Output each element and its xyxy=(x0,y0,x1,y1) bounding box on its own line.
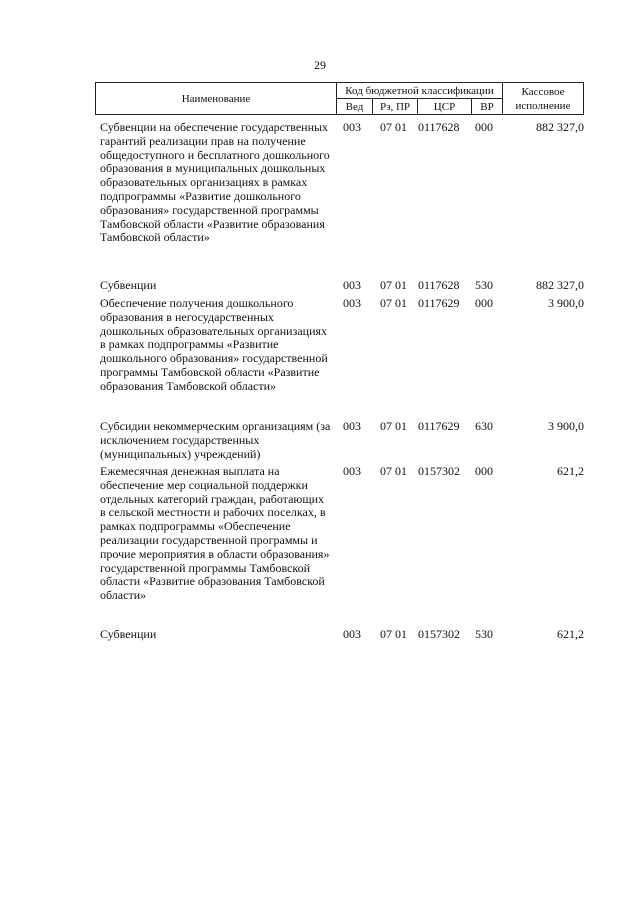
row-csr: 0117629 xyxy=(418,419,460,433)
header-code-group: Код бюджетной классификации xyxy=(337,83,503,99)
row-csr: 0117628 xyxy=(418,278,460,292)
row-vr: 630 xyxy=(475,419,493,433)
row-vr: 000 xyxy=(475,120,493,134)
row-csr: 0117628 xyxy=(418,120,460,134)
row-name: Субвенции xyxy=(100,627,157,641)
row-name: Ежемесячная денежная выплата на обеспечение мер социальной поддержки отдельных категорий граждан, работающих в сельской местности и рабочих поселках, в рамках подпрограммы «Обеспечение реализации государственной программы и прочие мероприятия в области образования» государственной программы Тамбовской области «Развитие образования Тамбовской области» xyxy=(100,464,330,603)
row-csr: 0157302 xyxy=(418,464,460,478)
table-row xyxy=(100,628,584,646)
table-row xyxy=(100,121,584,279)
row-name: Субвенции xyxy=(100,278,157,292)
header-rz-pr: Рз, ПР xyxy=(373,99,418,115)
row-sum: 882 327,0 xyxy=(536,120,584,134)
table-row xyxy=(100,420,584,465)
table-row xyxy=(100,297,584,420)
header-name: Наименование xyxy=(96,83,337,115)
row-rz-pr: 07 01 xyxy=(380,120,407,134)
table-row xyxy=(100,279,584,297)
table-row xyxy=(100,465,584,628)
row-vr: 530 xyxy=(475,627,493,641)
header-ved: Вед xyxy=(337,99,373,115)
row-vr: 000 xyxy=(475,464,493,478)
header-vr: ВР xyxy=(472,99,503,115)
header-csr: ЦСР xyxy=(418,99,472,115)
row-name: Субсидии некоммерческим организациям (за исключением государственных (муниципальных) учреждений) xyxy=(100,419,331,461)
row-ved: 003 xyxy=(343,120,361,134)
row-sum: 3 900,0 xyxy=(548,419,584,433)
row-sum: 621,2 xyxy=(557,464,584,478)
row-ved: 003 xyxy=(343,278,361,292)
row-vr: 000 xyxy=(475,296,493,310)
row-rz-pr: 07 01 xyxy=(380,419,407,433)
table-header xyxy=(95,82,584,115)
row-ved: 003 xyxy=(343,464,361,478)
page-number: 29 xyxy=(314,58,326,72)
row-sum: 882 327,0 xyxy=(536,278,584,292)
row-name: Обеспечение получения дошкольного образования в негосударственных дошкольных образовательных организациях в рамках подпрограммы «Развитие дошкольного образования» государственной программы Тамбовской области «Развитие образования Тамбовской области» xyxy=(100,296,328,393)
table-body xyxy=(100,121,584,646)
header-cash: Кассовое исполнение xyxy=(503,83,584,115)
row-csr: 0157302 xyxy=(418,627,460,641)
row-sum: 621,2 xyxy=(557,627,584,641)
row-ved: 003 xyxy=(343,296,361,310)
row-ved: 003 xyxy=(343,419,361,433)
row-sum: 3 900,0 xyxy=(548,296,584,310)
row-csr: 0117629 xyxy=(418,296,460,310)
row-ved: 003 xyxy=(343,627,361,641)
row-rz-pr: 07 01 xyxy=(380,627,407,641)
row-rz-pr: 07 01 xyxy=(380,464,407,478)
row-name: Субвенции на обеспечение государственных гарантий реализации прав на получение общедоступного и бесплатного дошкольного образования в муниципальных дошкольных образовательных организациях в рамках подпрограммы «Развитие дошкольного образования» государственной программы Тамбовской области «Развитие образования Тамбовской области» xyxy=(100,120,330,245)
row-rz-pr: 07 01 xyxy=(380,296,407,310)
row-vr: 530 xyxy=(475,278,493,292)
row-rz-pr: 07 01 xyxy=(380,278,407,292)
